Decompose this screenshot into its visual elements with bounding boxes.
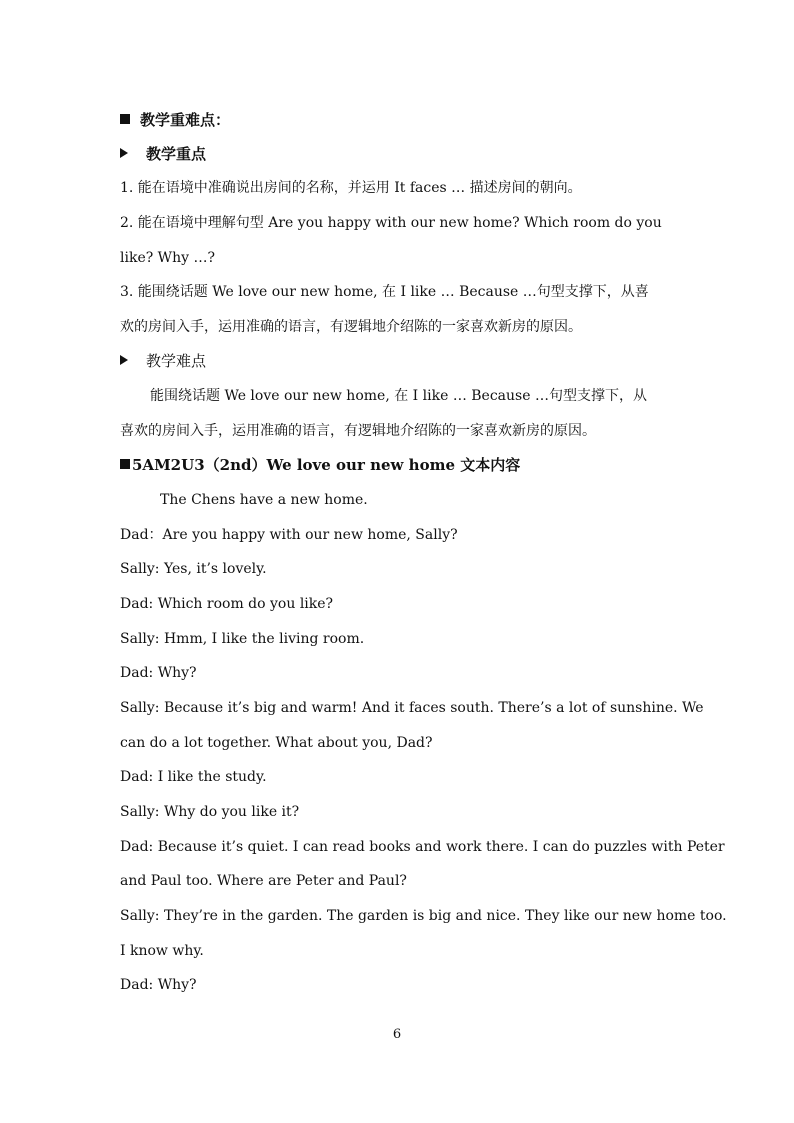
arrow-bullet-icon: [120, 355, 128, 365]
difficulty-item: 能围绕话题 We love our new home, 在 I like … Because …句型支撑下，从: [150, 388, 647, 404]
difficulty-item: 喜欢的房间入手，运用准确的语言，有逻辑地介绍陈的一家喜欢新房的原因。: [120, 423, 596, 439]
dialogue-line: Dad: I like the study.: [120, 769, 267, 785]
dialogue-line: Sally: Because it’s big and warm! And it faces south. There’s a lot of sunshine. We: [120, 700, 704, 716]
square-bullet-icon: [120, 459, 130, 469]
difficulty-heading: 教学难点: [120, 352, 206, 370]
square-bullet-icon: [120, 114, 130, 124]
dialogue-line: Dad: Why?: [120, 665, 197, 681]
dialogue-line: The Chens have a new home.: [160, 492, 368, 508]
key-points-heading: 教学重难点：: [120, 111, 230, 129]
focus-item: 2. 能在语境中理解句型 Are you happy with our new home? Which room do you: [120, 215, 662, 231]
dialogue-line: I know why.: [120, 943, 204, 959]
focus-item: 1. 能在语境中准确说出房间的名称，并运用 It faces … 描述房间的朝向。: [120, 180, 582, 196]
focus-heading: 教学重点: [120, 145, 206, 163]
dialogue-line: Sally: They’re in the garden. The garden is big and nice. They like our new home too.: [120, 908, 727, 924]
dialogue-line: can do a lot together. What about you, Dad?: [120, 735, 433, 751]
dialogue-line: Dad：Are you happy with our new home, Sally?: [120, 527, 458, 543]
focus-item: 欢的房间入手，运用准确的语言，有逻辑地介绍陈的一家喜欢新房的原因。: [120, 319, 582, 335]
dialogue-line: Dad: Which room do you like?: [120, 596, 334, 612]
dialogue-line: Sally: Yes, it’s lovely.: [120, 561, 267, 577]
dialogue-line: Sally: Why do you like it?: [120, 804, 300, 820]
dialogue-line: and Paul too. Where are Peter and Paul?: [120, 873, 407, 889]
dialogue-line: Dad: Why?: [120, 977, 197, 993]
focus-item: 3. 能围绕话题 We love our new home, 在 I like … Because …句型支撑下，从喜: [120, 284, 649, 300]
arrow-bullet-icon: [120, 148, 128, 158]
page-number: 6: [392, 1027, 402, 1042]
text-heading: 5AM2U3（2nd）We love our new home 文本内容: [120, 456, 520, 474]
focus-item: like? Why …?: [120, 250, 215, 266]
dialogue-line: Dad: Because it’s quiet. I can read books and work there. I can do puzzles with Peter: [120, 839, 725, 855]
dialogue-line: Sally: Hmm, I like the living room.: [120, 631, 365, 647]
